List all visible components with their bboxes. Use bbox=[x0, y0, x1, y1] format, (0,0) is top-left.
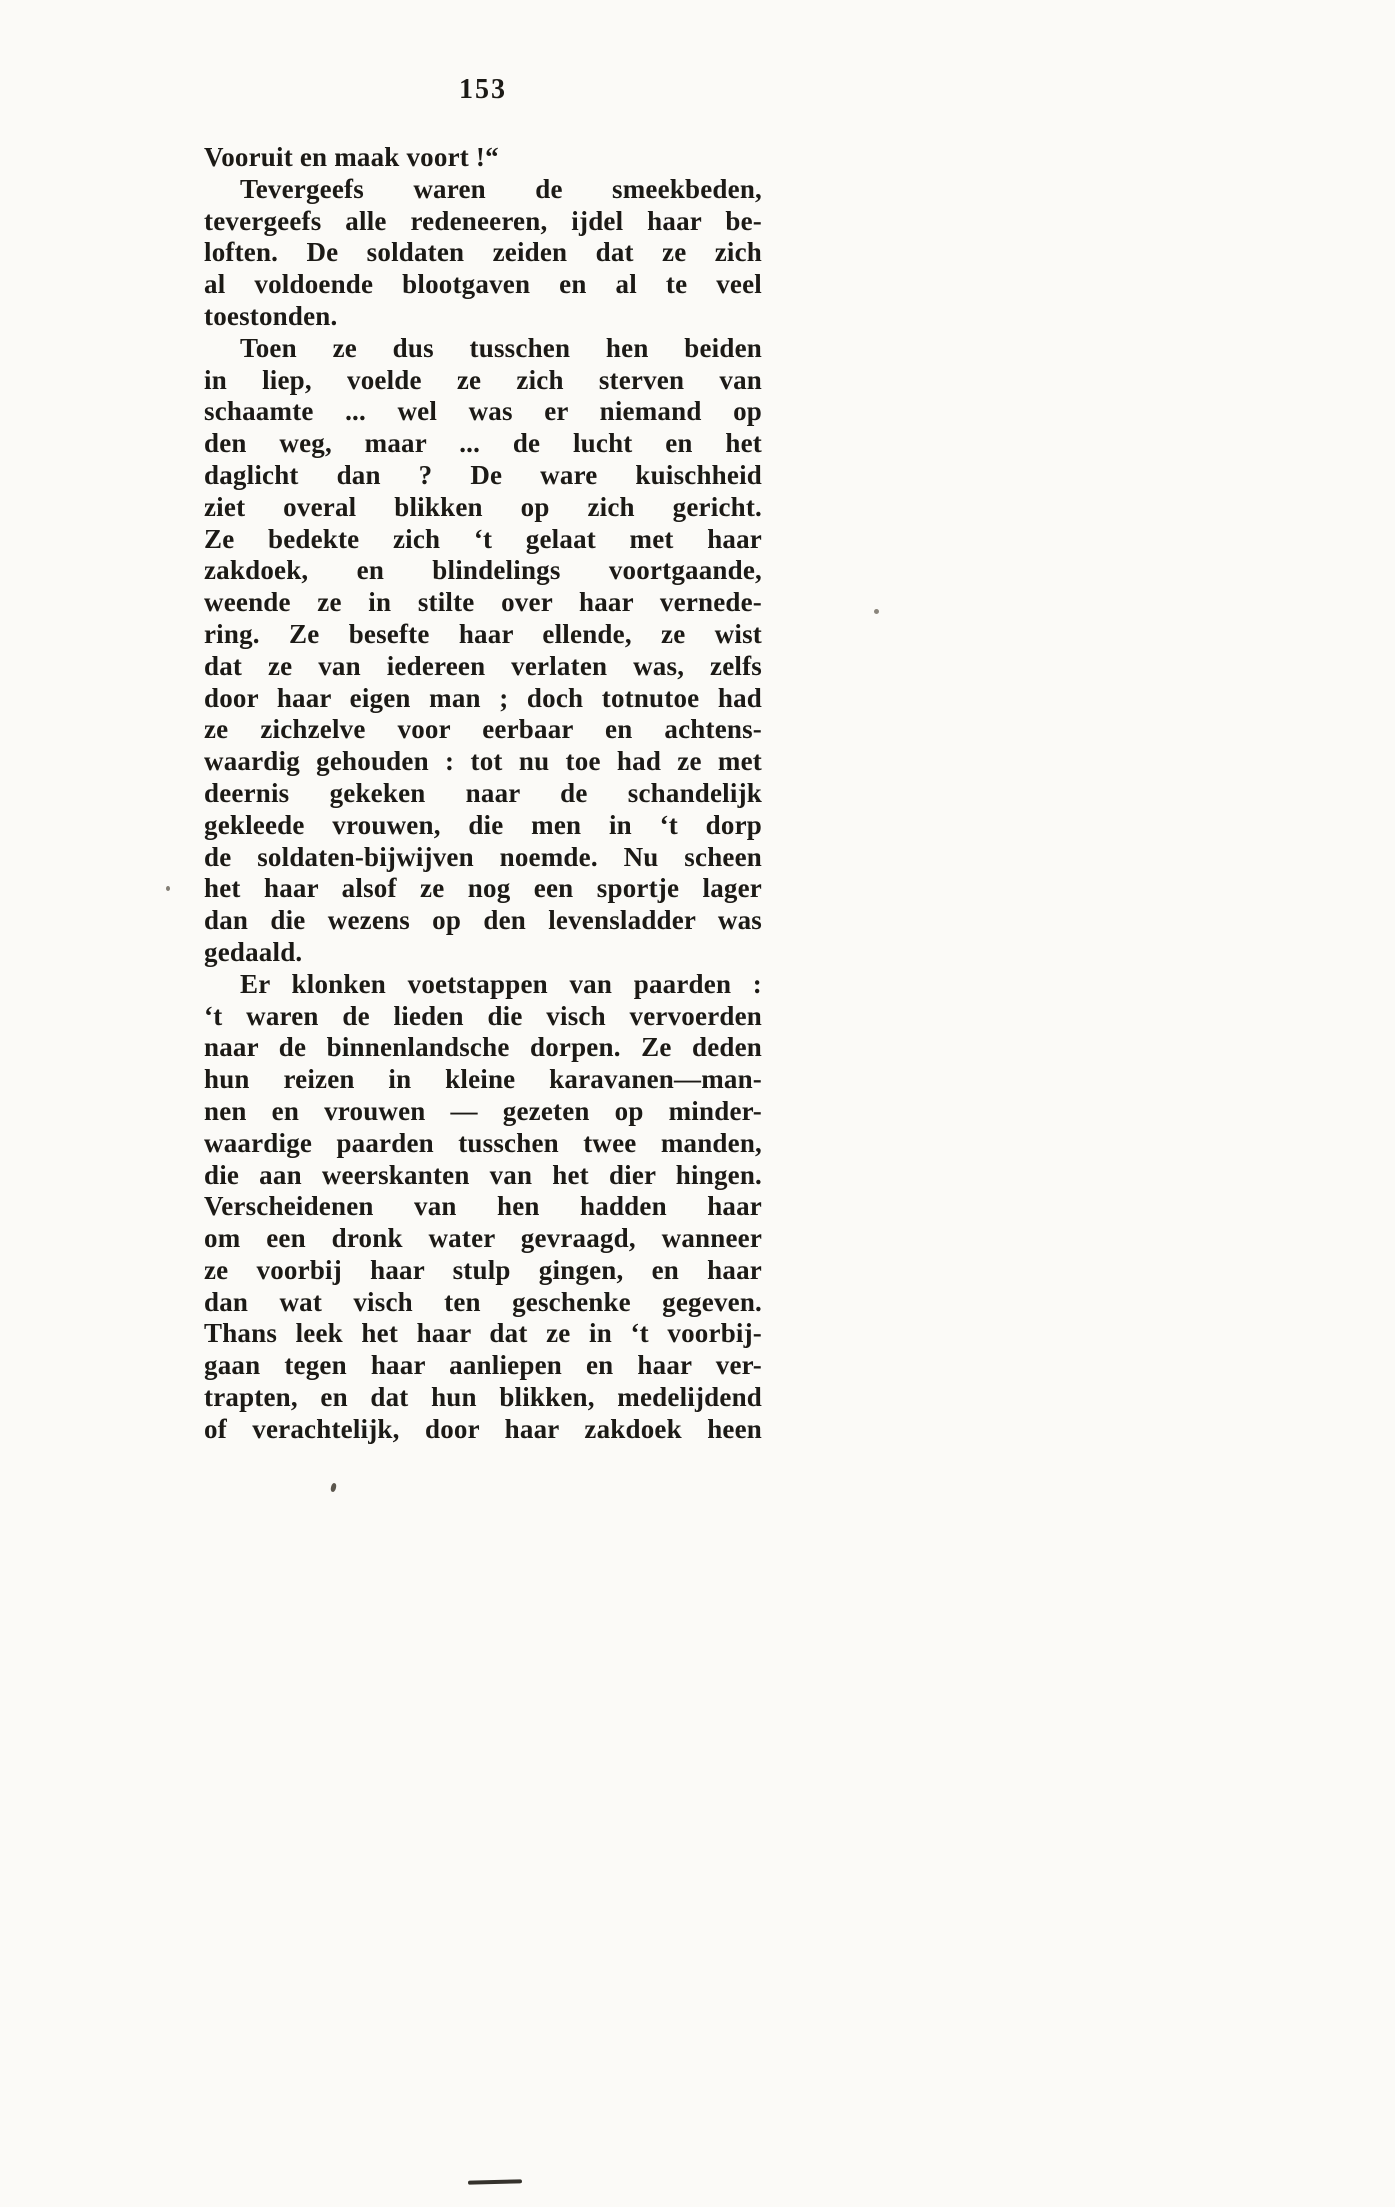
text-line: naar de binnenlandsche dorpen. Ze deden bbox=[204, 1032, 762, 1063]
text-line: dan wat visch ten geschenke gegeven. bbox=[204, 1286, 762, 1317]
text-line: nen en vrouwen — gezeten op minder- bbox=[204, 1095, 762, 1126]
text-line: gedaald. bbox=[204, 936, 303, 967]
text-line: ‘t waren de lieden die visch vervoerden bbox=[204, 1000, 762, 1031]
text-line: Vooruit en maak voort !“ bbox=[204, 142, 499, 172]
scan-speck bbox=[330, 1483, 337, 1493]
text-line: Er klonken voetstappen van paarden : bbox=[240, 968, 762, 999]
text-line: die aan weerskanten van het dier hingen. bbox=[204, 1159, 762, 1190]
text-line: waardig gehouden : tot nu toe had ze met bbox=[204, 746, 762, 777]
text-line: door haar eigen man ; doch totnutoe had bbox=[204, 682, 762, 713]
text-line: ze voorbij haar stulp gingen, en haar bbox=[204, 1254, 762, 1285]
text-line: in liep, voelde ze zich sterven van bbox=[204, 364, 762, 395]
text-block bbox=[204, 142, 762, 1446]
text-line: ze zichzelve voor eerbaar en achtens- bbox=[204, 714, 762, 745]
text-line: waardige paarden tusschen twee manden, bbox=[204, 1127, 762, 1158]
text-line: zakdoek, en blindelings voortgaande, bbox=[204, 555, 762, 586]
text-line: daglicht dan ? De ware kuischheid bbox=[204, 459, 762, 490]
text-line: weende ze in stilte over haar vernede- bbox=[204, 587, 762, 618]
text-line: Toen ze dus tusschen hen beiden bbox=[240, 332, 762, 363]
text-line: gaan tegen haar aanliepen en haar ver- bbox=[204, 1350, 762, 1381]
text-line: gekleede vrouwen, die men in ‘t dorp bbox=[204, 809, 762, 840]
text-line: Thans leek het haar dat ze in ‘t voorbij- bbox=[204, 1318, 762, 1349]
scan-artifact-bottom-mark bbox=[468, 2179, 522, 2184]
text-line: al voldoende blootgaven en al te veel bbox=[204, 269, 762, 300]
scan-speck bbox=[166, 886, 170, 891]
text-line: Ze bedekte zich ‘t gelaat met haar bbox=[204, 523, 762, 554]
text-line: deernis gekeken naar de schandelijk bbox=[204, 777, 762, 808]
text-line: Verscheidenen van hen hadden haar bbox=[204, 1191, 762, 1222]
text-line: dat ze van iedereen verlaten was, zelfs bbox=[204, 650, 762, 681]
text-line: Tevergeefs waren de smeekbeden, bbox=[240, 173, 762, 204]
page-number: 153 bbox=[459, 74, 507, 105]
text-line: tevergeefs alle redeneeren, ijdel haar be- bbox=[204, 205, 762, 236]
text-line: hun reizen in kleine karavanen—man- bbox=[204, 1064, 762, 1095]
text-line: toestonden. bbox=[204, 300, 338, 331]
scan-speck bbox=[874, 609, 879, 614]
text-line: den weg, maar ... de lucht en het bbox=[204, 428, 762, 459]
text-line: trapten, en dat hun blikken, medelijdend bbox=[204, 1382, 762, 1413]
text-line: de soldaten-bijwijven noemde. Nu scheen bbox=[204, 841, 762, 872]
text-line: loften. De soldaten zeiden dat ze zich bbox=[204, 237, 762, 268]
text-line: schaamte ... wel was er niemand op bbox=[204, 396, 762, 427]
text-line: ring. Ze besefte haar ellende, ze wist bbox=[204, 618, 762, 649]
text-line: dan die wezens op den levensladder was bbox=[204, 905, 762, 936]
text-line: ziet overal blikken op zich gericht. bbox=[204, 491, 762, 522]
text-line: het haar alsof ze nog een sportje lager bbox=[204, 873, 762, 904]
text-line: om een dronk water gevraagd, wanneer bbox=[204, 1223, 762, 1254]
text-line: of verachtelijk, door haar zakdoek heen bbox=[204, 1413, 762, 1444]
